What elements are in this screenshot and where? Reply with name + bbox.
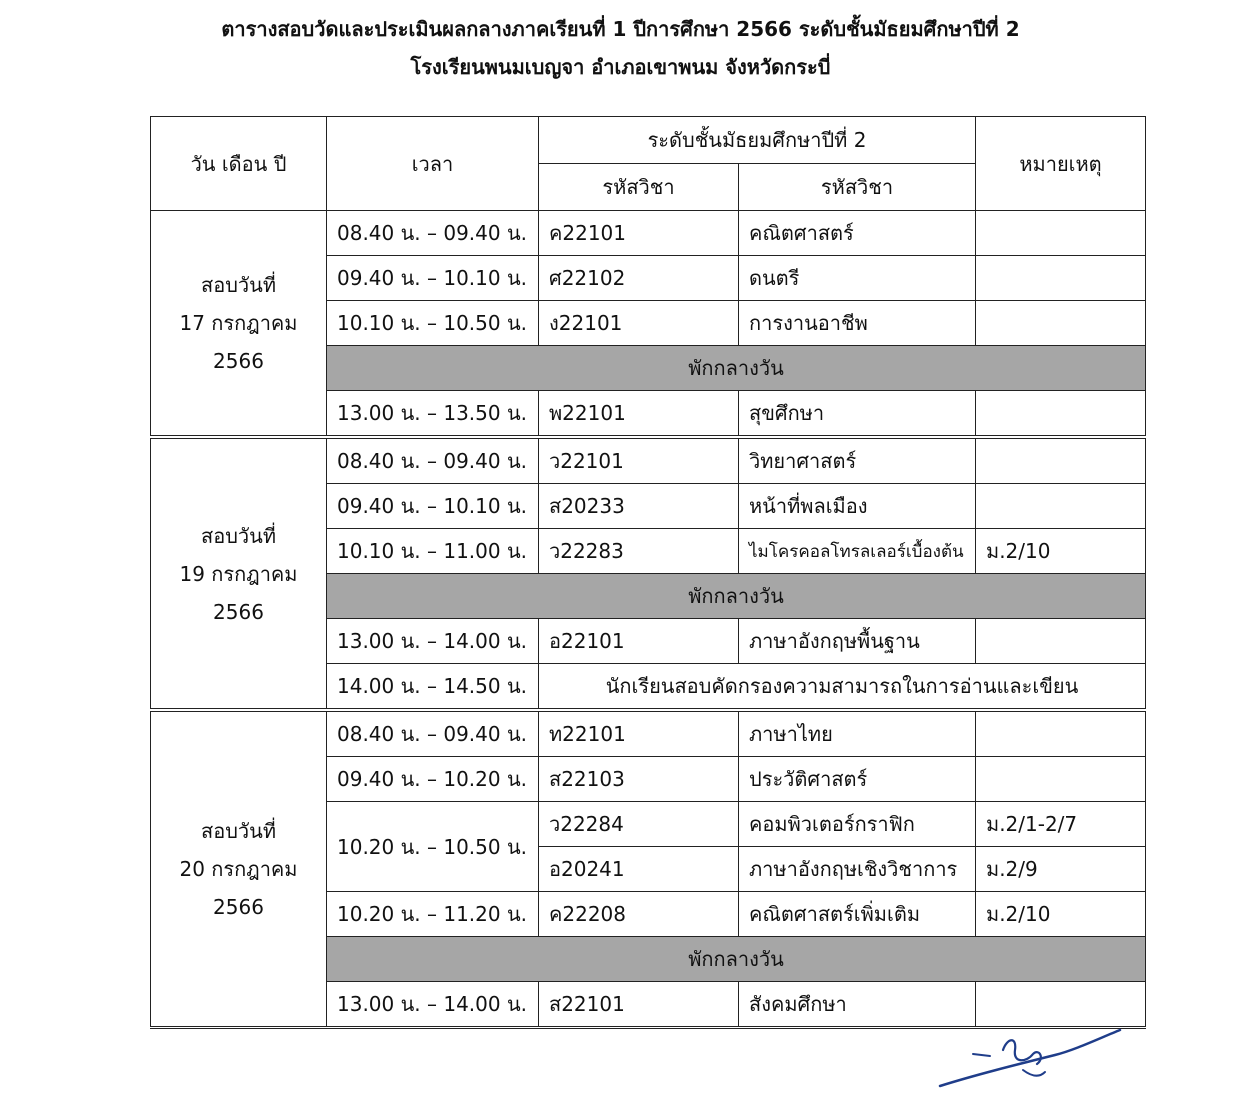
subject-cell: หน้าที่พลเมือง — [739, 484, 976, 529]
subject-cell: คณิตศาสตร์ — [739, 211, 976, 256]
note-cell — [976, 211, 1146, 256]
exam-date-cell — [151, 437, 327, 710]
table-row — [151, 211, 1146, 256]
code-cell: ว22284 — [539, 802, 739, 847]
code-cell: ท22101 — [539, 710, 739, 757]
exam-date-cell — [151, 211, 327, 438]
code-cell: ส20233 — [539, 484, 739, 529]
code-cell: ว22283 — [539, 529, 739, 574]
note-cell — [976, 619, 1146, 664]
note-cell — [976, 391, 1146, 438]
note-cell — [976, 757, 1146, 802]
time-cell: 09.40 น. – 10.20 น. — [327, 757, 539, 802]
day-date: 17 กรกฎาคม — [179, 311, 298, 335]
note-cell: ม.2/1-2/7 — [976, 802, 1146, 847]
subject-cell: ไมโครคอลโทรลเลอร์เบื้องต้น — [739, 529, 976, 574]
time-cell: 10.10 น. – 10.50 น. — [327, 301, 539, 346]
exam-date-cell — [151, 710, 327, 1028]
header-subject: รหัสวิชา — [739, 164, 976, 211]
time-cell: 10.20 น. – 11.20 น. — [327, 892, 539, 937]
day-year: 2566 — [213, 895, 264, 919]
table-row — [151, 710, 1146, 757]
note-cell: ม.2/10 — [976, 892, 1146, 937]
note-cell — [976, 710, 1146, 757]
time-cell: 08.40 น. – 09.40 น. — [327, 710, 539, 757]
time-cell: 13.00 น. – 14.00 น. — [327, 619, 539, 664]
subject-cell: คณิตศาสตร์เพิ่มเติม — [739, 892, 976, 937]
note-cell: ม.2/10 — [976, 529, 1146, 574]
day-year: 2566 — [213, 599, 264, 624]
table-row — [151, 437, 1146, 484]
time-cell: 08.40 น. – 09.40 น. — [327, 437, 539, 484]
school-name: โรงเรียนพนมเบญจา อำเภอเขาพนม จังหวัดกระบี่ — [410, 55, 831, 79]
code-cell: ง22101 — [539, 301, 739, 346]
day-date: 19 กรกฎาคม — [179, 561, 298, 586]
note-cell — [976, 437, 1146, 484]
subject-cell: ภาษาอังกฤษเชิงวิชาการ — [739, 847, 976, 892]
subject-cell: ภาษาไทย — [739, 710, 976, 757]
header-code: รหัสวิชา — [539, 164, 739, 211]
header-time: เวลา — [327, 117, 539, 211]
time-cell: 09.40 น. – 10.10 น. — [327, 256, 539, 301]
time-cell: 10.10 น. – 11.00 น. — [327, 529, 539, 574]
subject-cell: สังคมศึกษา — [739, 982, 976, 1028]
code-cell: อ22101 — [539, 619, 739, 664]
code-cell: ค22101 — [539, 211, 739, 256]
lunch-break-label: พักกลางวัน — [327, 574, 1146, 619]
code-cell: ส22103 — [539, 757, 739, 802]
screening-activity-cell: นักเรียนสอบคัดกรองความสามารถในการอ่านและเขียน — [539, 664, 1146, 711]
day-label: สอบวันที่ — [201, 523, 276, 548]
header-level: ระดับชั้นมัธยมศึกษาปีที่ 2 — [539, 117, 976, 164]
time-cell: 13.00 น. – 13.50 น. — [327, 391, 539, 438]
code-cell: ค22208 — [539, 892, 739, 937]
subject-cell: คอมพิวเตอร์กราฟิก — [739, 802, 976, 847]
code-cell: ส22101 — [539, 982, 739, 1028]
time-cell: 08.40 น. – 09.40 น. — [327, 211, 539, 256]
subject-cell: วิทยาศาสตร์ — [739, 437, 976, 484]
subject-cell: การงานอาชีพ — [739, 301, 976, 346]
lunch-break-label: พักกลางวัน — [327, 937, 1146, 982]
signature-image — [935, 1020, 1125, 1095]
day-date: 20 กรกฎาคม — [179, 857, 298, 881]
note-cell — [976, 301, 1146, 346]
subject-cell: สุขศึกษา — [739, 391, 976, 438]
header-note: หมายเหตุ — [976, 117, 1146, 211]
exam-schedule-table — [150, 116, 1146, 1029]
code-cell: ว22101 — [539, 437, 739, 484]
note-cell — [976, 256, 1146, 301]
code-cell: อ20241 — [539, 847, 739, 892]
document-title: ตารางสอบวัดและประเมินผลกลางภาคเรียนที่ 1 ปีการศึกษา 2566 ระดับชั้นมัธยมศึกษาปีที่ 2 — [221, 17, 1020, 41]
code-cell: พ22101 — [539, 391, 739, 438]
time-cell: 13.00 น. – 14.00 น. — [327, 982, 539, 1028]
day-year: 2566 — [213, 349, 264, 373]
time-cell: 10.20 น. – 10.50 น. — [327, 802, 539, 892]
note-cell: ม.2/9 — [976, 847, 1146, 892]
note-cell — [976, 484, 1146, 529]
lunch-break-label: พักกลางวัน — [327, 346, 1146, 391]
subject-cell: ประวัติศาสตร์ — [739, 757, 976, 802]
subject-cell: ภาษาอังกฤษพื้นฐาน — [739, 619, 976, 664]
header-date: วัน เดือน ปี — [151, 117, 327, 211]
subject-cell: ดนตรี — [739, 256, 976, 301]
time-cell: 14.00 น. – 14.50 น. — [327, 664, 539, 711]
day-label: สอบวันที่ — [201, 273, 276, 297]
code-cell: ศ22102 — [539, 256, 739, 301]
time-cell: 09.40 น. – 10.10 น. — [327, 484, 539, 529]
day-label: สอบวันที่ — [201, 819, 276, 843]
